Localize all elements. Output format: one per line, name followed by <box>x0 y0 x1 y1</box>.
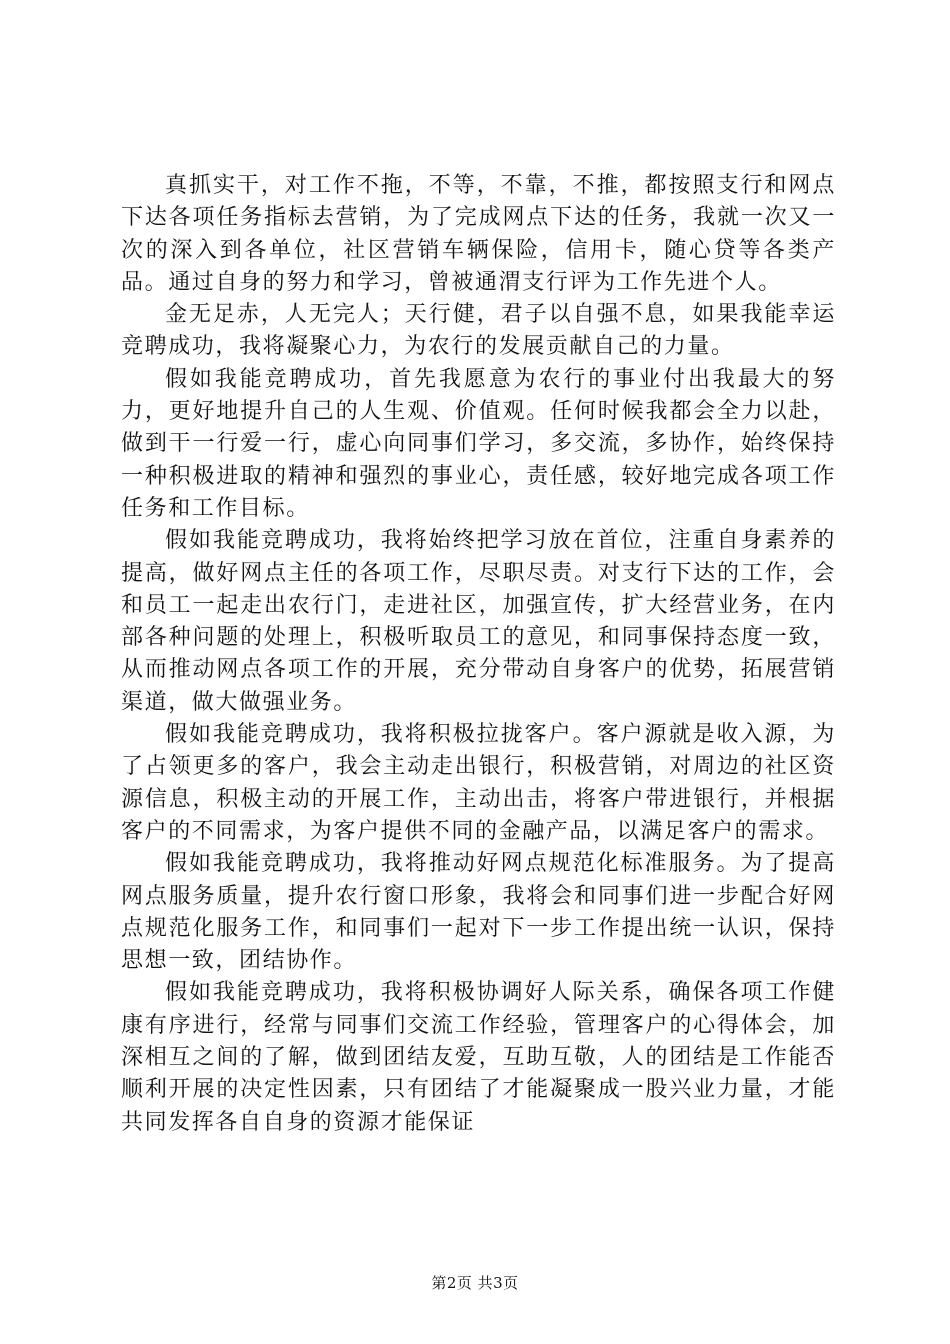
paragraph-1: 真抓实干，对工作不拖，不等，不靠，不推，都按照支行和网点下达各项任务指标去营销，为了完成网点下达的任务，我就一次又一次的深入到各单位，社区营销车辆保险，信用卡，随心贷等各类产品。通过自身的努力和学习，曾被通渭支行评为工作先进个人。 <box>121 173 836 295</box>
paragraph-6: 假如我能竞聘成功，我将推动好网点规范化标准服务。为了提高网点服务质量，提升农行窗口形象，我将会和同事们进一步配合好网点规范化服务工作，和同事们一起对下一步工作提出统一认识，保持思想一致，团结协作。 <box>121 851 836 974</box>
paragraph-3: 假如我能竞聘成功，首先我愿意为农行的事业付出我最大的努力，更好地提升自己的人生观、价值观。任何时候我都会全力以赴，做到干一行爱一行，虚心向同事们学习，多交流，多协作，始终保持一种积极进取的精神和强烈的事业心，责任感，较好地完成各项工作任务和工作目标。 <box>121 366 836 521</box>
paragraph-7: 假如我能竞聘成功，我将积极协调好人际关系，确保各项工作健康有序进行，经常与同事们交流工作经验，管理客户的心得体会，加深相互之间的了解，做到团结友爱，互助互敬，人的团结是工作能否顺利开展的决定性因素，只有团结了才能凝聚成一股兴业力量，才能共同发挥各自自身的资源才能保证 <box>121 980 836 1135</box>
paragraph-5: 假如我能竞聘成功，我将积极拉拢客户。客户源就是收入源，为了占领更多的客户，我会主动走出银行，积极营销，对周边的社区资源信息，积极主动的开展工作，主动出击，将客户带进银行，并根据客户的不同需求，为客户提供不同的金融产品，以满足客户的需求。 <box>121 722 836 844</box>
document-body <box>121 170 836 1139</box>
page-footer: 第2页 共3页 <box>431 1274 519 1292</box>
paragraph-2: 金无足赤，人无完人；天行健，君子以自强不息，如果我能幸运竞聘成功，我将凝聚心力，为农行的发展贡献自己的力量。 <box>121 302 836 360</box>
paragraph-4: 假如我能竞聘成功，我将始终把学习放在首位，注重自身素养的提高，做好网点主任的各项工作，尽职尽责。对支行下达的工作，会和员工一起走出农行门，走进社区，加强宣传，扩大经营业务，在内部各种问题的处理上，积极听取员工的意见，和同事保持态度一致，从而推动网点各项工作的开展，充分带动自身客户的优势，拓展营销渠道，做大做强业务。 <box>121 528 836 715</box>
